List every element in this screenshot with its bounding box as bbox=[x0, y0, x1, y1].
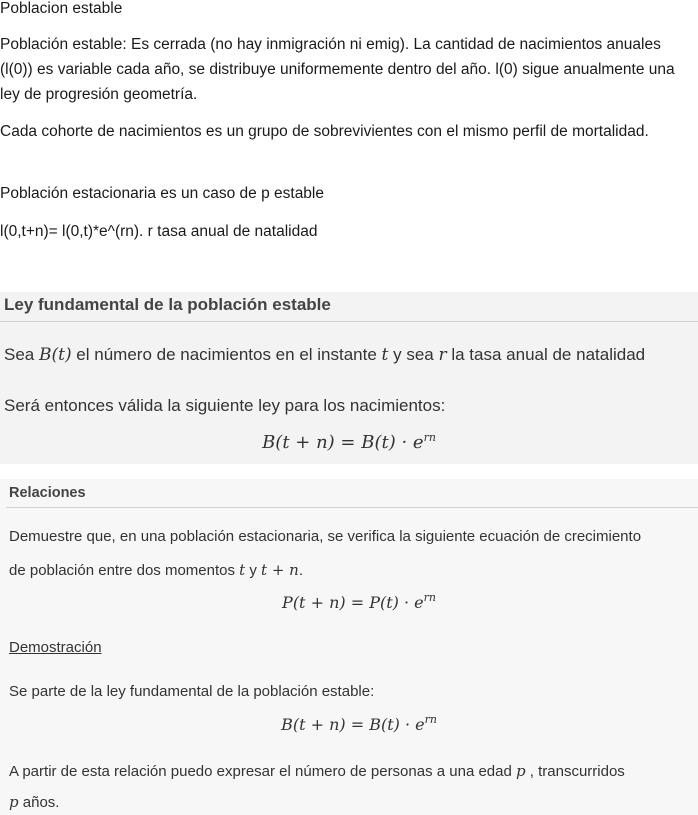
card-title: Relaciones bbox=[9, 485, 86, 501]
exercise-line-1: Demuestre que, en una población estacionaria, se verifica la siguiente ecuación de crecimiento bbox=[9, 528, 642, 545]
notes-paragraph-3: Población estacionaria es un caso de p estable bbox=[0, 185, 324, 202]
proof-line-1: Se parte de la ley fundamental de la población estable: bbox=[9, 683, 375, 700]
births-equation bbox=[0, 432, 698, 453]
relations-card bbox=[0, 479, 698, 815]
births-equation bbox=[0, 715, 698, 734]
equation-exponent: rn bbox=[424, 713, 437, 726]
definition-line bbox=[4, 345, 645, 365]
text-segment: . bbox=[298, 562, 303, 579]
demonstration-label: Demostración bbox=[9, 639, 102, 656]
notes-paragraph-1: Población estable: Es cerrada (no hay inmigración ni emig). La cantidad de nacimientos anuales (l(0)) es variable cada año, se distribuye uniformemente dentro del año. l(0) sigue anualmente una ley de progresión geometría. bbox=[0, 36, 675, 103]
text-segment: A partir de esta relación puedo expresar el número de personas a una edad bbox=[9, 763, 516, 780]
notes-heading: Poblacion estable bbox=[0, 0, 123, 17]
math-symbol: t bbox=[239, 561, 246, 579]
equation-base: B(t + n) = B(t) · e bbox=[281, 715, 425, 734]
notes-paragraph-2: Cada cohorte de nacimientos es un grupo de sobrevivientes con el mismo perfil de mortalidad. bbox=[0, 123, 649, 140]
law-intro-line: Será entonces válida la siguiente ley para los nacimientos: bbox=[4, 396, 446, 415]
title-divider bbox=[6, 507, 698, 508]
title-divider bbox=[0, 321, 698, 322]
proof-line-2 bbox=[9, 762, 625, 780]
math-symbol: t + n bbox=[261, 561, 299, 579]
card-title: Ley fundamental de la población estable bbox=[4, 295, 331, 314]
text-segment: Sea bbox=[4, 345, 39, 364]
proof-line-3 bbox=[9, 793, 59, 811]
math-symbol: p bbox=[516, 762, 526, 780]
math-symbol: p bbox=[9, 793, 19, 811]
population-equation bbox=[0, 593, 698, 612]
text-segment: años. bbox=[18, 794, 60, 811]
text-segment: la tasa anual de natalidad bbox=[446, 345, 646, 364]
equation-base: P(t + n) = P(t) · e bbox=[282, 593, 424, 612]
exercise-line-2 bbox=[9, 561, 303, 579]
text-segment: , transcurridos bbox=[525, 763, 625, 780]
equation-exponent: rn bbox=[423, 591, 436, 604]
equation-base: B(t + n) = B(t) · e bbox=[262, 432, 424, 453]
equation-exponent: rn bbox=[423, 431, 436, 444]
notes-paragraph-4: l(0,t+n)= l(0,t)*e^(rn). r tasa anual de natalidad bbox=[0, 223, 318, 240]
math-symbol: t bbox=[381, 345, 389, 365]
text-segment: y sea bbox=[388, 345, 439, 364]
text-segment: el número de nacimientos en el instante bbox=[71, 345, 382, 364]
stable-population-law-card bbox=[0, 292, 698, 464]
text-segment: de población entre dos momentos bbox=[9, 562, 240, 579]
text-segment: y bbox=[245, 562, 262, 579]
math-symbol: B(t) bbox=[38, 345, 72, 365]
math-symbol: r bbox=[438, 345, 447, 365]
